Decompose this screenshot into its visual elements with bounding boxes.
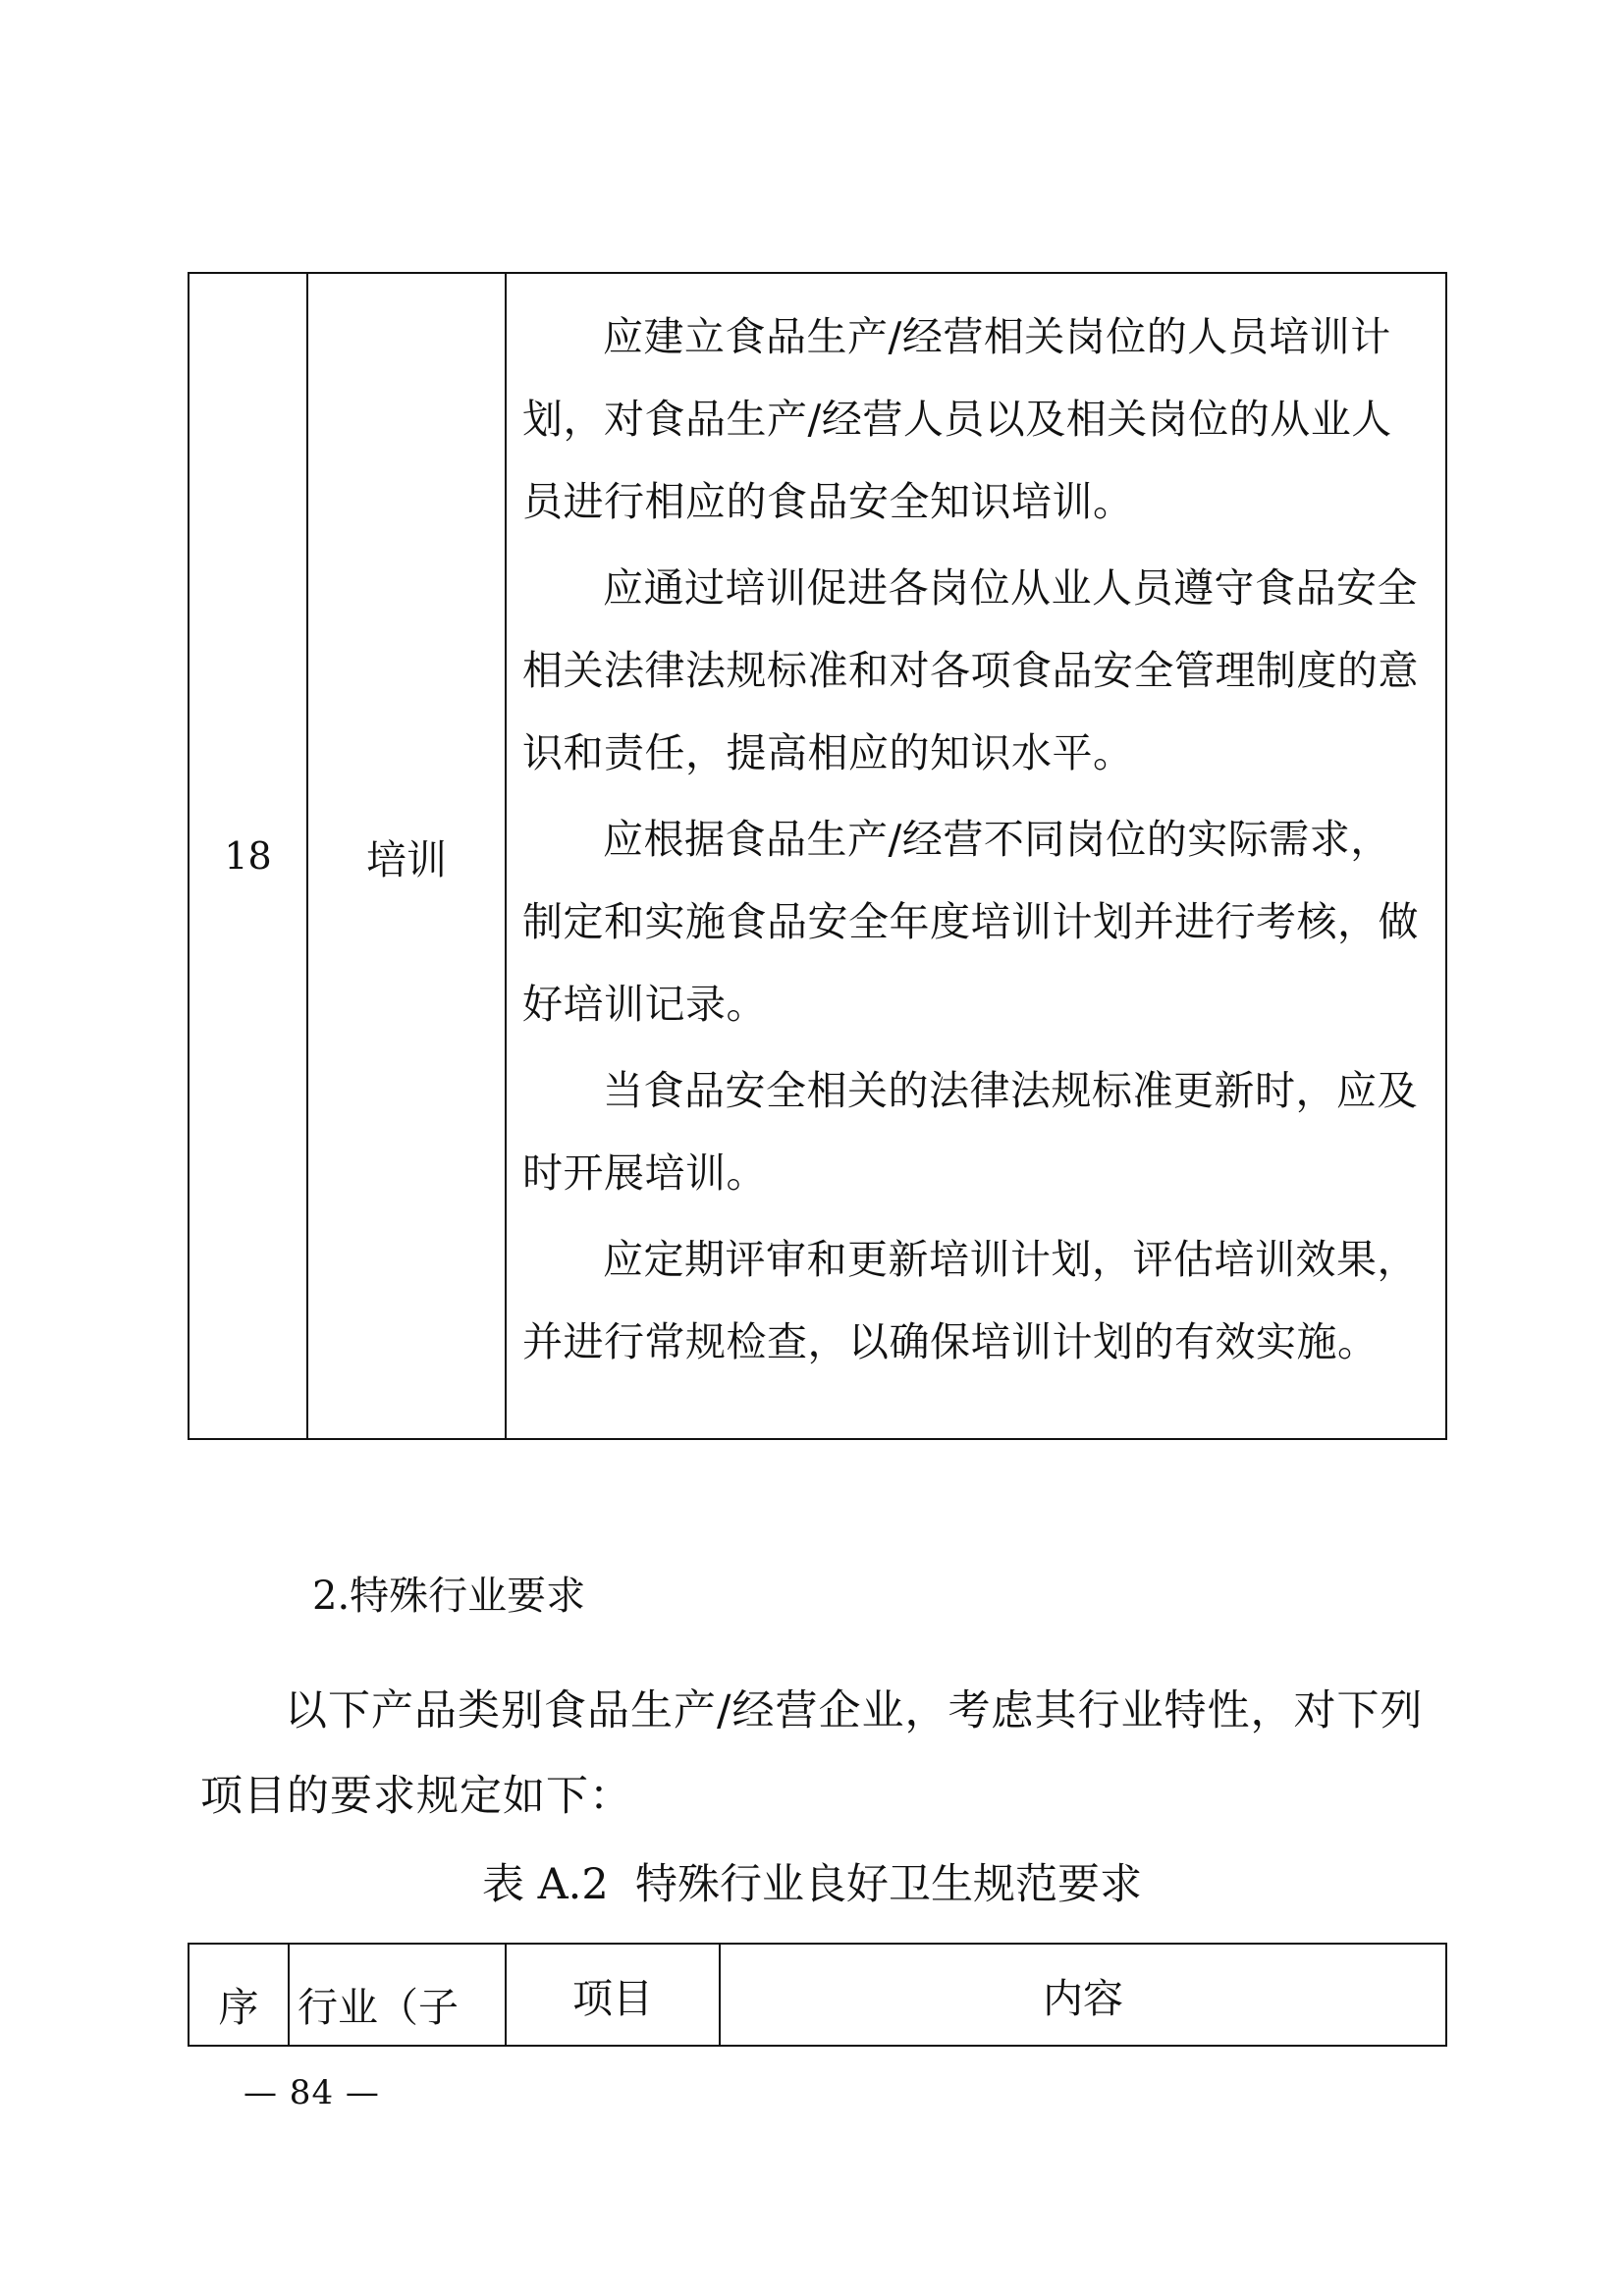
header-item: 项目 (506, 1944, 720, 2046)
content-paragraph: 应根据食品生产/经营不同岗位的实际需求，制定和实施食品安全年度培训计划并进行考核，做好培训记录。 (522, 816, 1419, 1028)
section-heading-number: 2. (312, 1574, 351, 1619)
special-industry-table (188, 1943, 1447, 2047)
training-requirements-table (188, 272, 1447, 1440)
table-header-row (189, 1944, 1446, 2046)
content-paragraph: 当食品安全相关的法律法规标准更新时，应及时开展培训。 (522, 1067, 1418, 1197)
table-caption-label: 表 A.2 (481, 1860, 609, 1909)
row-number-cell: 18 (189, 273, 307, 1439)
header-content: 内容 (720, 1944, 1446, 2046)
header-industry: 行业（子 (289, 1944, 506, 2046)
content-paragraph: 应通过培训促进各岗位从业人员遵守食品安全相关法律法规标准和对各项食品安全管理制度的意识和责任，提高相应的知识水平。 (522, 564, 1419, 776)
table-caption (0, 1855, 1624, 1914)
content-paragraph: 应建立食品生产/经营相关岗位的人员培训计划，对食品生产/经营人员以及相关岗位的从业人员进行相应的食品安全知识培训。 (522, 313, 1392, 525)
table-caption-title: 特殊行业良好卫生规范要求 (635, 1860, 1143, 1909)
section-heading (312, 1569, 585, 1624)
row-content-cell (506, 273, 1446, 1439)
row-item-cell: 培训 (307, 273, 506, 1439)
intro-paragraph: 以下产品类别食品生产/经营企业，考虑其行业特性，对下列项目的要求规定如下： (200, 1686, 1424, 1821)
table-row (189, 273, 1446, 1439)
header-serial: 序 (189, 1944, 289, 2046)
section-heading-text: 特殊行业要求 (350, 1574, 586, 1619)
content-paragraph: 应定期评审和更新培训计划，评估培训效果，并进行常规检查，以确保培训计划的有效实施。 (522, 1236, 1418, 1365)
page-number: — 84 — (244, 2073, 380, 2112)
